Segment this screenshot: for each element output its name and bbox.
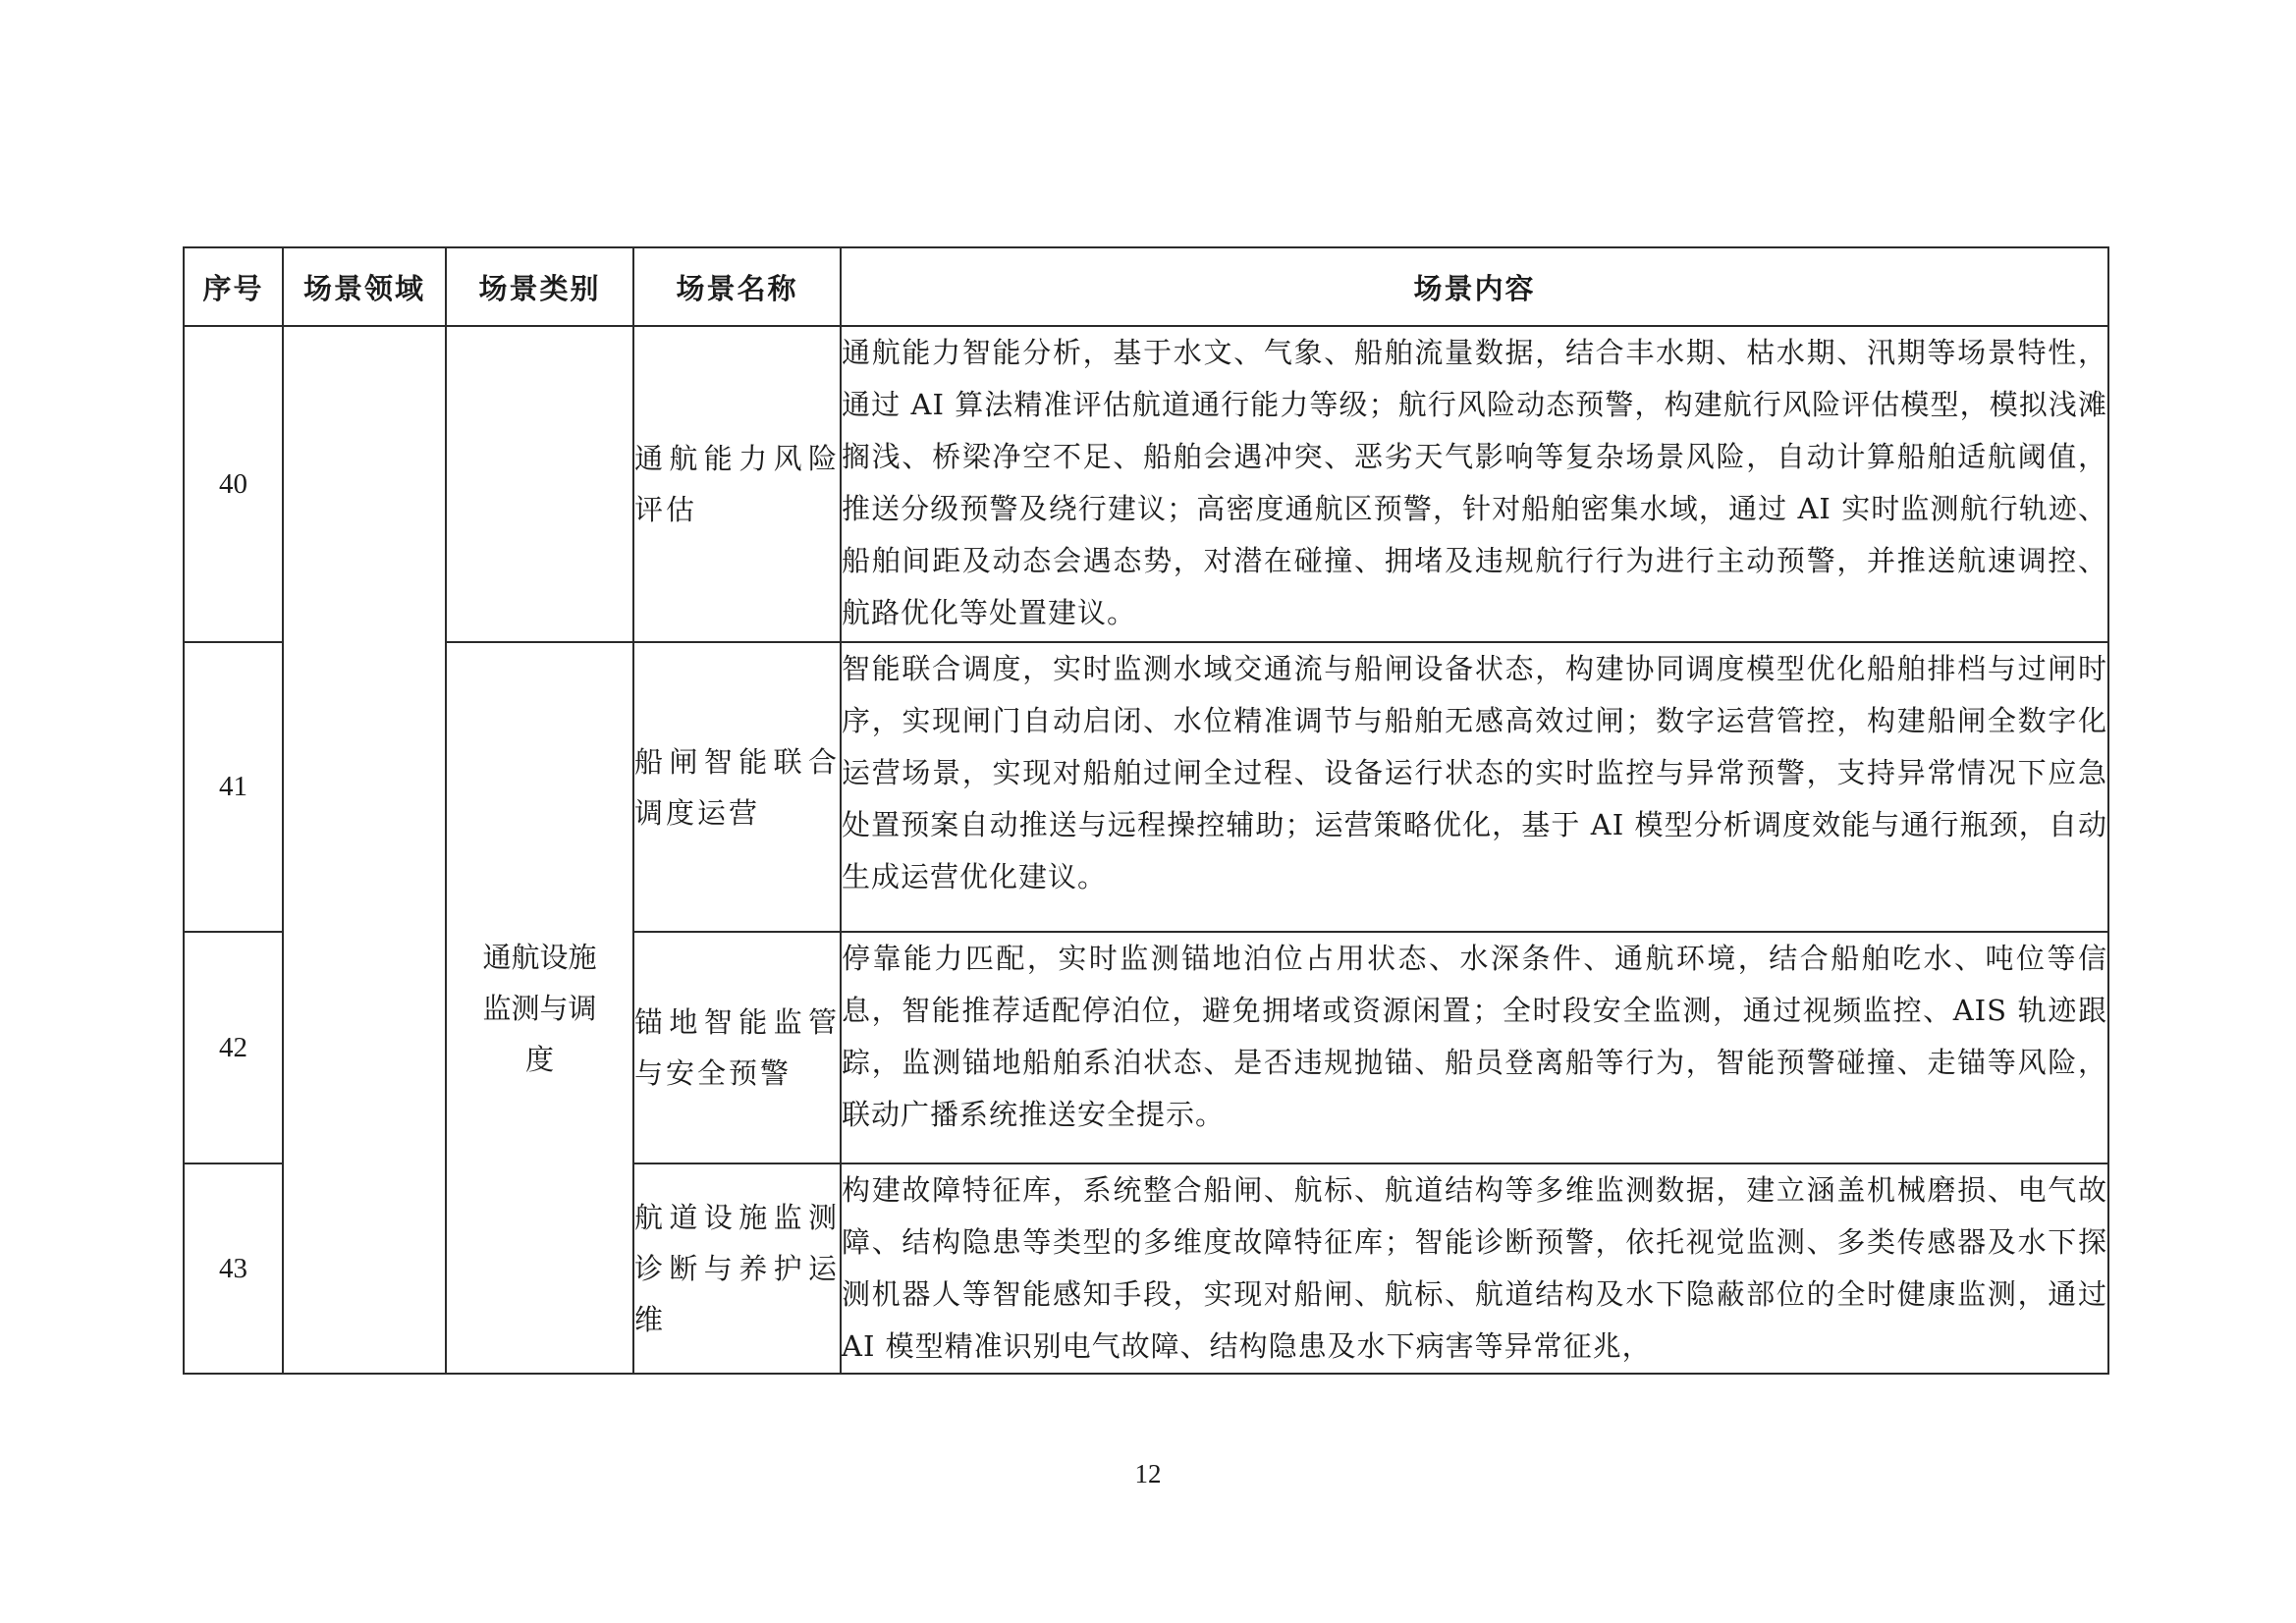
scenario-table xyxy=(183,246,2109,1375)
header-content: 场景内容 xyxy=(841,247,2108,326)
scenario-name: 通航能力风险评估 xyxy=(633,326,841,642)
table-header-row xyxy=(184,247,2108,326)
scenario-category-label: 通航设施监测与调度 xyxy=(482,940,597,1076)
header-index: 序号 xyxy=(184,247,283,326)
scenario-category xyxy=(446,642,633,1374)
scenario-category-cell-empty xyxy=(446,326,633,642)
row-index: 42 xyxy=(184,932,283,1163)
header-name: 场景名称 xyxy=(633,247,841,326)
table-row xyxy=(184,326,2108,642)
row-index: 40 xyxy=(184,326,283,642)
scenario-name: 锚地智能监管与安全预警 xyxy=(633,932,841,1163)
scenario-field-cell xyxy=(283,326,446,1374)
page-number: 12 xyxy=(1134,1459,1162,1488)
scenario-name: 航道设施监测诊断与养护运维 xyxy=(633,1163,841,1374)
scenario-content: 构建故障特征库，系统整合船闸、航标、航道结构等多维监测数据，建立涵盖机械磨损、电气故障、结构隐患等类型的多维度故障特征库；智能诊断预警，依托视觉监测、多类传感器及水下探测机器人等智能感知手段，实现对船闸、航标、航道结构及水下隐蔽部位的全时健康监测，通过 AI 模型精准识别电气故障、结构隐患及水下病害等异常征兆， xyxy=(841,1163,2108,1374)
scenario-name: 船闸智能联合调度运营 xyxy=(633,642,841,932)
row-index: 43 xyxy=(184,1163,283,1374)
table-row xyxy=(184,642,2108,932)
scenario-content: 智能联合调度，实时监测水域交通流与船闸设备状态，构建协同调度模型优化船舶排档与过闸时序，实现闸门自动启闭、水位精准调节与船舶无感高效过闸；数字运营管控，构建船闸全数字化运营场景，实现对船舶过闸全过程、设备运行状态的实时监控与异常预警，支持异常情况下应急处置预案自动推送与远程操控辅助；运营策略优化，基于 AI 模型分析调度效能与通行瓶颈，自动生成运营优化建议。 xyxy=(841,642,2108,932)
header-category: 场景类别 xyxy=(446,247,633,326)
header-field: 场景领域 xyxy=(283,247,446,326)
scenario-content: 通航能力智能分析，基于水文、气象、船舶流量数据，结合丰水期、枯水期、汛期等场景特性，通过 AI 算法精准评估航道通行能力等级；航行风险动态预警，构建航行风险评估模型，模拟浅滩搁浅、桥梁净空不足、船舶会遇冲突、恶劣天气影响等复杂场景风险，自动计算船舶适航阈值，推送分级预警及绕行建议；高密度通航区预警，针对船舶密集水域，通过 AI 实时监测航行轨迹、船舶间距及动态会遇态势，对潜在碰撞、拥堵及违规航行行为进行主动预警，并推送航速调控、航路优化等处置建议。 xyxy=(841,326,2108,642)
row-index: 41 xyxy=(184,642,283,932)
scenario-content: 停靠能力匹配，实时监测锚地泊位占用状态、水深条件、通航环境，结合船舶吃水、吨位等信息，智能推荐适配停泊位，避免拥堵或资源闲置；全时段安全监测，通过视频监控、AIS 轨迹跟踪，监测锚地船舶系泊状态、是否违规抛锚、船员登离船等行为，智能预警碰撞、走锚等风险，联动广播系统推送安全提示。 xyxy=(841,932,2108,1163)
